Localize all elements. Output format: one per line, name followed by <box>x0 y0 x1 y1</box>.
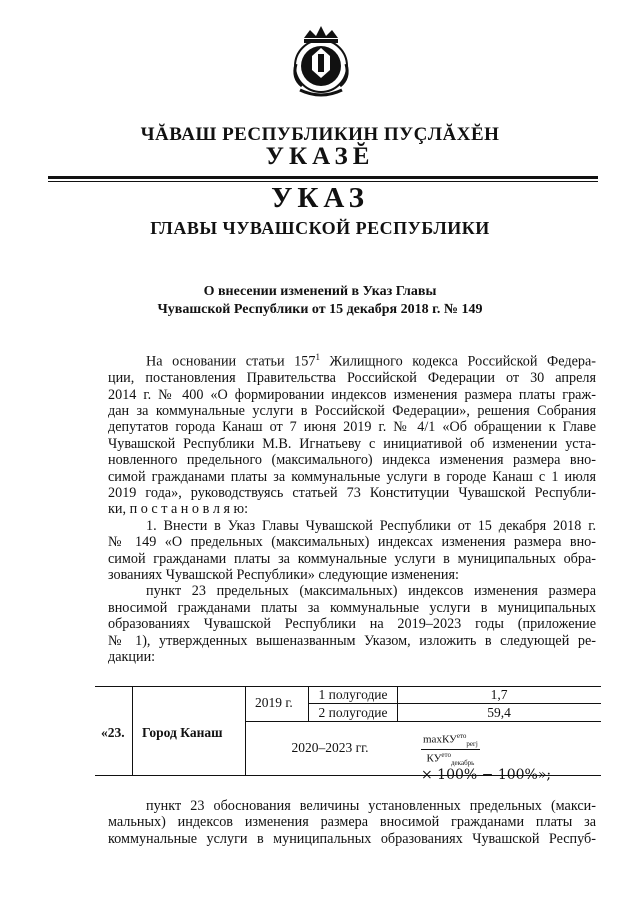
preamble-paragraph <box>108 349 596 665</box>
text-line: пункт 23 обоснования величины установленных предельных (макси- <box>146 798 596 814</box>
text-line: зованиях Чувашской Республики» следующие изменения: <box>108 567 459 584</box>
text-line: ки, п о с т а н о в л я ю: <box>108 501 249 518</box>
table-half1-label: 1 полугодие <box>318 687 388 702</box>
text-line: ции, постановления Правительства Российской Федерации от 30 апреля <box>108 370 596 387</box>
table-border <box>245 721 601 722</box>
text-line: 1. Внести в Указ Главы Чувашской Республики от 15 декабря 2018 г. <box>146 517 596 534</box>
table-city: Город Канаш <box>142 725 223 740</box>
header-divider <box>48 176 598 179</box>
closing-paragraph <box>108 798 596 847</box>
header-chuvash-line: ЧĂВАШ РЕСПУБЛИКИН ПУÇЛĂХĔН <box>140 124 500 145</box>
table-half2-value: 59,4 <box>487 705 511 720</box>
text-line: симой гражданами платы за коммунальные услуги в муниципальных обра- <box>108 550 596 567</box>
indices-table <box>95 686 601 783</box>
table-period: 2020–2023 гг. <box>291 740 369 755</box>
text-line: № 1), утвержденных вышеназванным Указом, изложить в следующей ре- <box>108 632 596 649</box>
text-line: образованиях Чувашской Республики на 2019–2023 годы (приложение <box>108 616 596 633</box>
text-line: вносимой гражданами платы за коммунальные услуги в муниципальных <box>108 599 596 616</box>
table-half1-value: 1,7 <box>490 687 508 702</box>
formula-tail: × 100% − 100%»; <box>421 766 552 783</box>
table-border <box>308 703 601 704</box>
text-line: дакции: <box>108 649 156 666</box>
text-line: 2019 года», руководствуясь статьей 73 Конституции Чувашской Республи- <box>108 484 596 501</box>
text-line: депутатов города Канаш от 7 июня 2019 г. № 4/1 «Об обращении к Главе <box>108 419 596 436</box>
text-line: симой гражданами платы за коммунальные услуги в городе Канаш с 1 июля <box>108 468 596 485</box>
text-line: мальных) индексов изменения размера вносимой гражданами платы за <box>108 814 596 831</box>
index-formula <box>421 732 601 783</box>
table-border <box>132 686 133 776</box>
table-row-number: «23. <box>101 725 125 740</box>
text-line: 2014 г. № 400 «О формировании индексов изменения размера платы граж- <box>108 386 596 403</box>
header-russian-title: УКАЗ <box>271 182 369 214</box>
text-line: № 149 «О предельных (максимальных) индексах изменения размера вно- <box>108 534 596 551</box>
text-line: коммунальные услуги в муниципальных образованиях Чувашской Респуб- <box>108 830 596 847</box>
header-chuvash-title: УКАЗĔ <box>265 143 375 170</box>
table-year: 2019 г. <box>255 695 293 710</box>
text-line: пункт 23 предельных (максимальных) индексов изменения размера <box>146 583 596 600</box>
header-russian-subtitle: ГЛАВЫ ЧУВАШСКОЙ РЕСПУБЛИКИ <box>150 218 490 238</box>
table-half2-label: 2 полугодие <box>318 705 388 720</box>
text-line: Чувашской Республики М.В. Игнатьеву с инициативой об изменении уста- <box>108 435 596 452</box>
document-title-line: О внесении изменений в Указ Главы <box>203 284 437 299</box>
coat-of-arms-emblem <box>290 20 352 106</box>
table-border <box>245 686 246 776</box>
formula-fraction <box>421 732 480 767</box>
document-title-line: Чувашской Республики от 15 декабря 2018 г. № 149 <box>157 302 483 317</box>
text-line: На основании статьи $157^1$ Жилищного кодекса Российской Федера- <box>146 352 596 370</box>
document-title <box>0 283 640 319</box>
formula-numerator: maxКУ$^{eто}_{peгj}$ <box>423 732 478 748</box>
text-line: новленного предельного (максимального) индекса изменения размера вно- <box>108 452 596 469</box>
formula-denominator: $КУ^{eто}_{декабрь}$ <box>426 750 475 767</box>
text-line: дан за коммунальные услуги в Российской Федерации», решения Собрания <box>108 402 596 419</box>
